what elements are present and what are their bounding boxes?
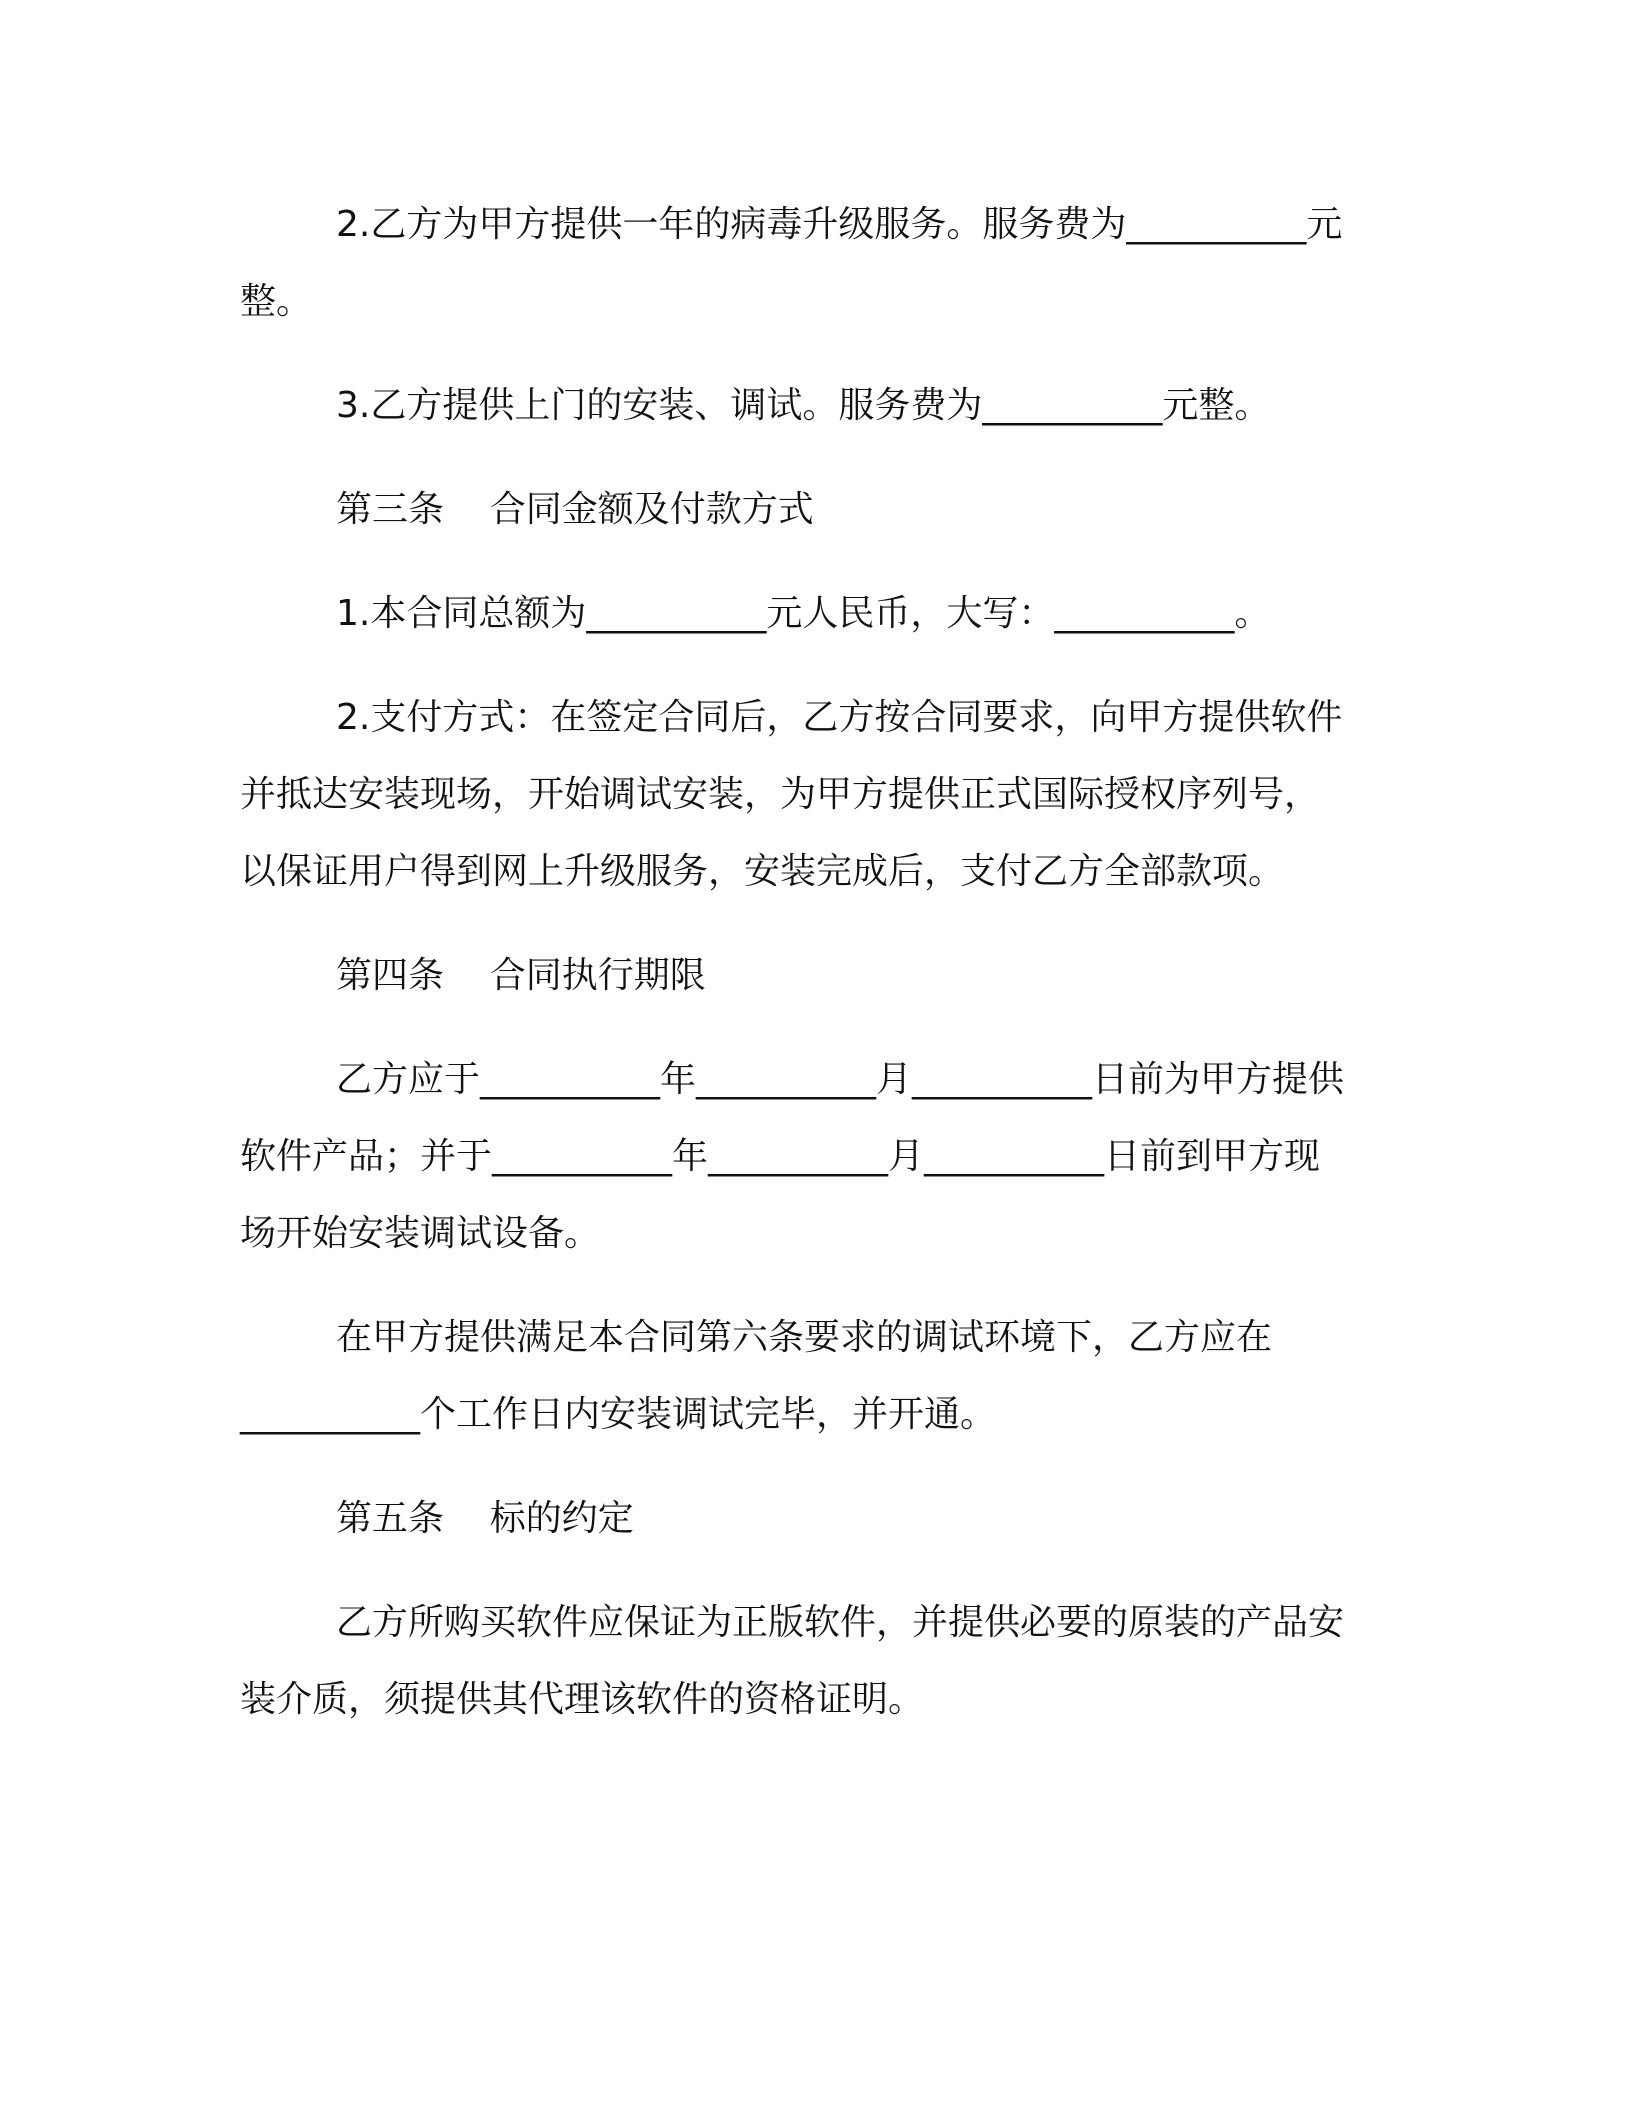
paragraph-line: 整。 bbox=[240, 281, 313, 322]
section-heading-article-5: 第五条 标的约定 bbox=[336, 1498, 634, 1539]
paragraph-line: 乙方所购买软件应保证为正版软件，并提供必要的原装的产品安 bbox=[336, 1602, 1345, 1643]
paragraph-installation-deadline bbox=[240, 1299, 1390, 1453]
paragraph-line: 2.乙方为甲方提供一年的病毒升级服务。服务费为__________元 bbox=[336, 204, 1343, 245]
paragraph-delivery-deadline bbox=[240, 1041, 1390, 1272]
paragraph-installation-service bbox=[240, 367, 1390, 444]
paragraph-line: 1.本合同总额为__________元人民币，大写：__________。 bbox=[336, 593, 1271, 634]
paragraph-line: 2.支付方式：在签定合同后，乙方按合同要求，向甲方提供软件 bbox=[336, 697, 1343, 738]
paragraph-line: 场开始安装调试设备。 bbox=[240, 1213, 601, 1254]
section-heading-article-4: 第四条 合同执行期限 bbox=[336, 955, 706, 996]
paragraph-line: 在甲方提供满足本合同第六条要求的调试环境下，乙方应在 bbox=[336, 1317, 1273, 1358]
paragraph-line: 装介质，须提供其代理该软件的资格证明。 bbox=[240, 1679, 925, 1720]
paragraph-line: 软件产品；并于__________年__________月__________日前到甲方现 bbox=[240, 1136, 1321, 1177]
paragraph-line: 乙方应于__________年__________月__________日前为甲方提供 bbox=[336, 1059, 1345, 1100]
paragraph-virus-upgrade-service bbox=[240, 186, 1390, 340]
paragraph-payment-method bbox=[240, 679, 1390, 910]
document-body bbox=[240, 186, 1390, 1765]
paragraph-line: 并抵达安装现场，开始调试安装，为甲方提供正式国际授权序列号， bbox=[240, 774, 1321, 815]
paragraph-line: 3.乙方提供上门的安装、调试。服务费为__________元整。 bbox=[336, 385, 1271, 426]
paragraph-line: __________个工作日内安装调试完毕，并开通。 bbox=[240, 1394, 997, 1435]
paragraph-line: 以保证用户得到网上升级服务，安装完成后，支付乙方全部款项。 bbox=[240, 851, 1285, 892]
section-heading-article-3: 第三条 合同金额及付款方式 bbox=[336, 489, 814, 530]
paragraph-subject-agreement bbox=[240, 1584, 1390, 1738]
paragraph-contract-total bbox=[240, 575, 1390, 652]
